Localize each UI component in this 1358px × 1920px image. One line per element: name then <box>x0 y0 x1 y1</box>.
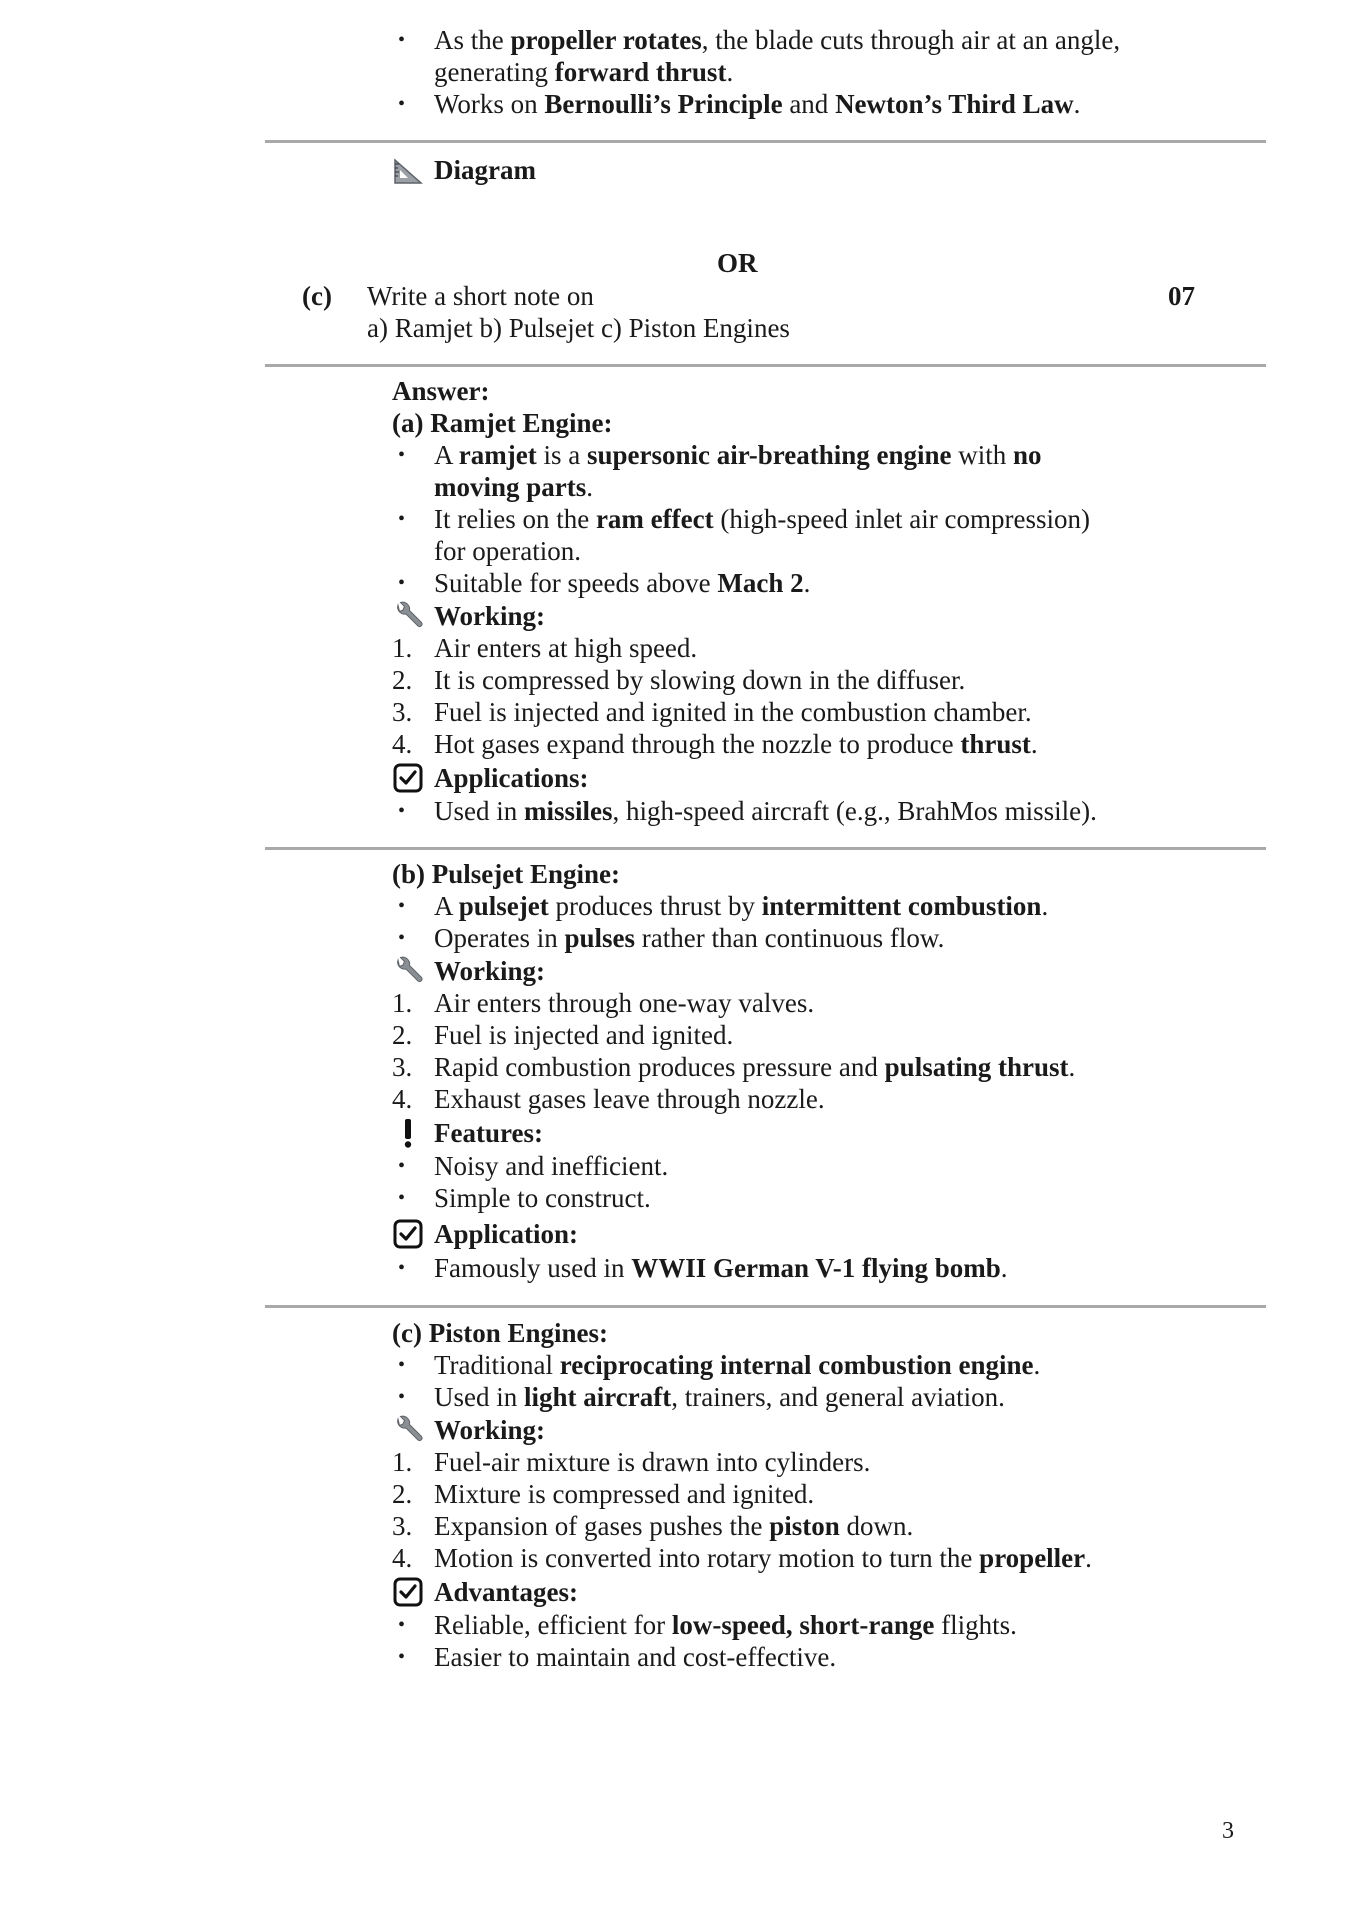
piston-working-title: Working: <box>434 1415 546 1445</box>
bullet-marker: • <box>398 1187 406 1209</box>
piston-working-2: Mixture is compressed and ignited. <box>434 1479 815 1509</box>
or-separator: OR <box>717 248 758 278</box>
bullet-marker: • <box>398 508 406 530</box>
bullet-marker: • <box>398 895 406 917</box>
bullet-marker: • <box>398 1257 406 1279</box>
check-box-icon <box>392 762 426 794</box>
ramjet-bullet-2: It relies on the ram effect (high-speed inlet air compression) <box>434 504 1091 534</box>
wrench-icon <box>392 600 426 632</box>
list-number: 4. <box>392 729 413 759</box>
ramjet-working-4: Hot gases expand through the nozzle to produce thrust. <box>434 729 1038 759</box>
ramjet-bullet-3: Suitable for speeds above Mach 2. <box>434 568 811 598</box>
pulsejet-bullet-1: A pulsejet produces thrust by intermittent combustion. <box>434 891 1049 921</box>
pulsejet-features-title: Features: <box>434 1118 543 1148</box>
pulsejet-working-3: Rapid combustion produces pressure and pulsating thrust. <box>434 1052 1076 1082</box>
pulsejet-application-1: Famously used in WWII German V-1 flying bomb. <box>434 1253 1008 1283</box>
piston-bullet-1: Traditional reciprocating internal combustion engine. <box>434 1350 1041 1380</box>
piston-working-3: Expansion of gases pushes the piston down. <box>434 1511 914 1541</box>
divider <box>265 1305 1266 1308</box>
ramjet-working-title: Working: <box>434 601 546 631</box>
page-number: 3 <box>1222 1818 1234 1844</box>
list-number: 2. <box>392 1479 413 1509</box>
bullet-marker: • <box>398 1646 406 1668</box>
pulsejet-title: (b) Pulsejet Engine: <box>392 859 620 889</box>
pulsejet-working-4: Exhaust gases leave through nozzle. <box>434 1084 825 1114</box>
piston-title: (c) Piston Engines: <box>392 1318 608 1348</box>
list-number: 1. <box>392 1447 413 1477</box>
list-number: 2. <box>392 1020 413 1050</box>
ramjet-bullet-2-cont: for operation. <box>434 536 581 566</box>
divider <box>265 364 1266 367</box>
list-number: 3. <box>392 1052 413 1082</box>
diagram-heading: Diagram <box>434 155 536 185</box>
list-number: 1. <box>392 633 413 663</box>
bullet-marker: • <box>398 1155 406 1177</box>
bullet-marker: • <box>398 444 406 466</box>
set-square-icon <box>392 154 426 186</box>
bullet-marker: • <box>398 1354 406 1376</box>
ramjet-bullet-1: A ramjet is a supersonic air-breathing engine with no <box>434 440 1042 470</box>
check-box-icon <box>392 1576 426 1608</box>
bullet-marker: • <box>398 1614 406 1636</box>
pulsejet-bullet-2: Operates in pulses rather than continuous flow. <box>434 923 945 953</box>
pulsejet-working-title: Working: <box>434 956 546 986</box>
wrench-icon <box>392 955 426 987</box>
bullet-marker: • <box>398 29 406 51</box>
piston-advantages-title: Advantages: <box>434 1577 579 1607</box>
divider <box>265 140 1266 143</box>
propeller-bullet-1: As the propeller rotates, the blade cuts through air at an angle, <box>434 25 1121 55</box>
answer-label: Answer: <box>392 376 490 406</box>
list-number: 3. <box>392 1511 413 1541</box>
piston-advantage-1: Reliable, efficient for low-speed, short-range flights. <box>434 1610 1017 1640</box>
pulsejet-feature-1: Noisy and inefficient. <box>434 1151 669 1181</box>
question-line-1: Write a short note on <box>367 281 594 311</box>
bullet-marker: • <box>398 927 406 949</box>
pulsejet-feature-2: Simple to construct. <box>434 1183 651 1213</box>
list-number: 4. <box>392 1543 413 1573</box>
ramjet-title: (a) Ramjet Engine: <box>392 408 613 438</box>
question-label: (c) <box>302 281 332 311</box>
wrench-icon <box>392 1414 426 1446</box>
bullet-marker: • <box>398 572 406 594</box>
list-number: 2. <box>392 665 413 695</box>
list-number: 4. <box>392 1084 413 1114</box>
propeller-bullet-2: Works on Bernoulli’s Principle and Newton’s Third Law. <box>434 89 1081 119</box>
question-line-2: a) Ramjet b) Pulsejet c) Piston Engines <box>367 313 790 343</box>
pulsejet-application-title: Application: <box>434 1219 579 1249</box>
ramjet-bullet-1-cont: moving parts. <box>434 472 594 502</box>
ramjet-applications-title: Applications: <box>434 763 589 793</box>
piston-advantage-2: Easier to maintain and cost-effective. <box>434 1642 837 1672</box>
exclamation-icon <box>392 1117 426 1149</box>
bullet-marker: • <box>398 1386 406 1408</box>
pulsejet-working-2: Fuel is injected and ignited. <box>434 1020 734 1050</box>
piston-working-4: Motion is converted into rotary motion to turn the propeller. <box>434 1543 1092 1573</box>
ramjet-working-3: Fuel is injected and ignited in the combustion chamber. <box>434 697 1032 727</box>
bullet-marker: • <box>398 93 406 115</box>
list-number: 1. <box>392 988 413 1018</box>
piston-bullet-2: Used in light aircraft, trainers, and general aviation. <box>434 1382 1005 1412</box>
divider <box>265 847 1266 850</box>
propeller-bullet-1-cont: generating forward thrust. <box>434 57 734 87</box>
piston-working-1: Fuel-air mixture is drawn into cylinders. <box>434 1447 871 1477</box>
ramjet-working-2: It is compressed by slowing down in the diffuser. <box>434 665 966 695</box>
ramjet-application-1: Used in missiles, high-speed aircraft (e.g., BrahMos missile). <box>434 796 1097 826</box>
ramjet-working-1: Air enters at high speed. <box>434 633 698 663</box>
question-marks: 07 <box>1168 281 1195 311</box>
pulsejet-working-1: Air enters through one-way valves. <box>434 988 815 1018</box>
list-number: 3. <box>392 697 413 727</box>
check-box-icon <box>392 1218 426 1250</box>
bullet-marker: • <box>398 800 406 822</box>
